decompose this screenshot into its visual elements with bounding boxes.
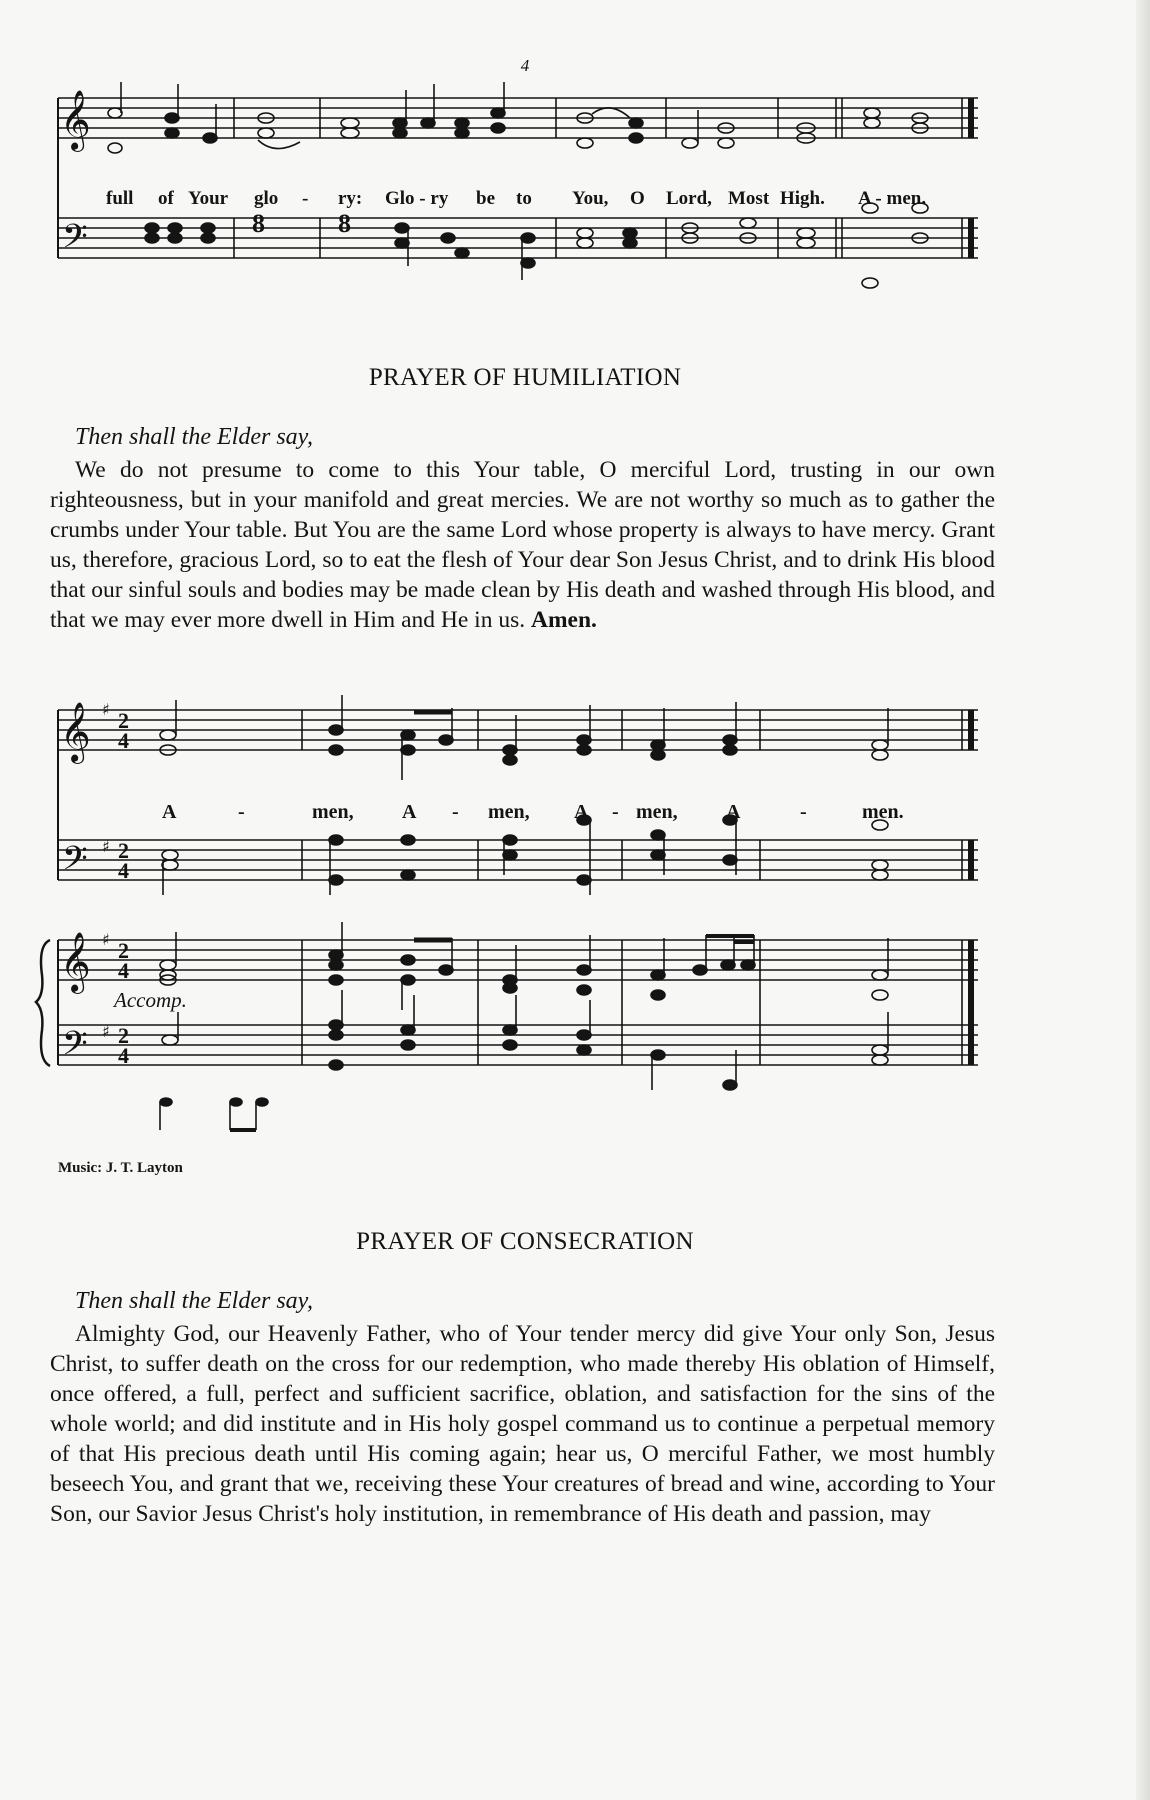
lyric-syllable: full: [106, 188, 134, 209]
consecration-heading: PRAYER OF CONSECRATION: [356, 1228, 694, 1255]
lyric-syllable: be: [476, 188, 495, 209]
lyric-syllable: glo: [254, 188, 279, 209]
lyric-syllable: High.: [780, 188, 825, 209]
accomp-label: Accomp.: [114, 988, 187, 1012]
page-edge: [1136, 0, 1150, 1800]
time-signature-bottom: 4: [118, 1043, 129, 1068]
final-barline: [962, 98, 974, 258]
voice-bass-notes: [162, 815, 888, 895]
bass-clef-icon: 𝄢: [62, 1025, 88, 1071]
time-signature-bottom: 4: [118, 958, 129, 983]
lyric-syllable: -: [452, 801, 459, 823]
lyric-syllable: ry:: [338, 188, 363, 209]
humiliation-prayer-text: [50, 455, 995, 635]
lyric-syllable: of: [158, 188, 174, 209]
accomp-bass-staff: [58, 1025, 978, 1065]
bass-notes: [145, 203, 928, 288]
consecration-prayer-text: [50, 1319, 995, 1529]
humiliation-amen: Amen.: [530, 607, 597, 633]
amen-lyrics: [162, 801, 904, 823]
bass-staff-lines: [58, 218, 978, 258]
svg-text:8: 8: [338, 209, 351, 238]
time-signature-bottom: 4: [118, 858, 129, 883]
treble-staff-lines: [58, 98, 978, 138]
lyric-syllable: Most: [728, 188, 770, 209]
amen-barlines: [302, 710, 962, 1065]
lyric-syllable: men,: [488, 801, 530, 823]
lyric-syllable: Lord,: [666, 188, 712, 209]
svg-text:♯: ♯: [102, 1022, 110, 1041]
lyric-syllable: You,: [572, 188, 609, 209]
lyric-syllable: -: [302, 188, 309, 209]
voice-treble-notes: [160, 695, 888, 780]
time-signature-top: 2: [118, 938, 129, 963]
accomp-treble-notes: [160, 922, 888, 1010]
svg-text:♯: ♯: [102, 930, 110, 949]
hymn-lyrics: [106, 188, 926, 209]
bass-clef-icon: 𝄢: [62, 840, 88, 886]
treble-clef-icon: 𝄞: [60, 90, 91, 150]
humiliation-body: We do not presume to come to this Your table, O merciful Lord, trusting in our own righteousness, but in your manifold and great mercies. We are not worthy so much as to gather the crumbs under Your table. But You are the same Lord whose property is always to have mercy. Grant us, therefore, gracious Lord, so to eat the flesh of Your dear Son Jesus Christ, and to drink His blood that our sinful souls and bodies may be made clean by His death and washed through His blood, and that we may ever more dwell in Him and He in us.: [50, 457, 995, 633]
voice-treble-staff: [58, 710, 978, 750]
brace-icon: [36, 940, 50, 1066]
lyric-syllable: men,: [636, 801, 678, 823]
time-signature-bottom: 4: [118, 728, 129, 753]
svg-text:♯: ♯: [102, 837, 110, 856]
treble-clef-icon: 𝄞: [60, 702, 91, 762]
lyric-syllable: -: [612, 801, 619, 823]
treble-clef-icon: 𝄞: [60, 932, 91, 992]
time-signature-top: 2: [118, 1023, 129, 1048]
lyric-syllable: A: [402, 801, 417, 823]
time-signature-top: 2: [118, 838, 129, 863]
svg-text:♯: ♯: [102, 700, 110, 719]
accomp-treble-staff: [58, 940, 978, 980]
hymn-score: [0, 70, 1000, 300]
page-number: 4: [520, 56, 530, 75]
lyric-syllable: A: [726, 801, 741, 823]
voice-bass-staff: [58, 840, 978, 880]
consecration-body: Almighty God, our Heavenly Father, who of Your tender mercy did give Your only Son, Jesus Christ, to suffer death on the cross for our redemption, who made thereby His oblation of Himself, once offered, a full, perfect and sufficient sacrifice, oblation, and satisfaction for the sins of the whole world; and did institute and in His holy gospel command us to continue a perpetual memory of that His precious death until His coming again; hear us, O merciful Father, we most humbly beseech You, and grant that we, receiving these Your creatures of bread and wine, according to Your Son, our Savior Jesus Christ's holy institution, in remembrance of His death and passion, may: [50, 1321, 995, 1527]
lyric-syllable: A: [162, 801, 177, 823]
accomp-bass-notes: [160, 990, 888, 1130]
humiliation-rubric: Then shall the Elder say,: [75, 424, 313, 450]
svg-text:8: 8: [252, 209, 265, 238]
lyric-syllable: to: [516, 188, 532, 209]
humiliation-heading: PRAYER OF HUMILIATION: [368, 364, 682, 391]
lyric-syllable: Glo - ry: [385, 188, 449, 209]
lyric-syllable: Your: [188, 188, 229, 209]
amen-score: [0, 690, 1000, 1160]
lyric-syllable: A - men.: [858, 188, 927, 209]
lyric-syllable: O: [630, 188, 645, 209]
lyric-syllable: men,: [312, 801, 354, 823]
bass-clef-icon: 𝄢: [62, 218, 88, 264]
lyric-syllable: -: [800, 801, 807, 823]
lyric-syllable: A: [574, 801, 589, 823]
lyric-syllable: men.: [862, 801, 904, 823]
lyric-syllable: -: [238, 801, 245, 823]
music-credit: Music: J. T. Layton: [58, 1160, 183, 1176]
time-signature-top: 2: [118, 708, 129, 733]
consecration-rubric: Then shall the Elder say,: [75, 1288, 313, 1314]
